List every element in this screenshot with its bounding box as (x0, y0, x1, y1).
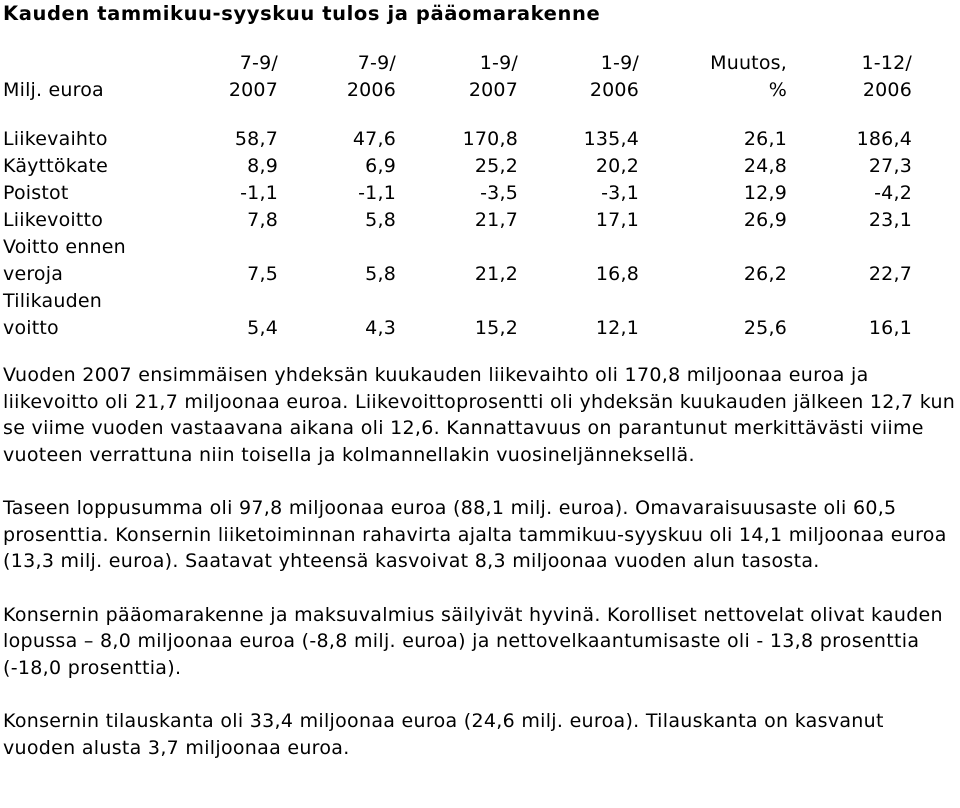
paragraph-capital-structure: Konsernin pääomarakenne ja maksuvalmius säilyivät hyvinä. Korolliset nettovelat olivat kauden lopussa – 8,0 miljoonaa euroa (-8,8 milj. euroa) ja nettovelkaantumisaste oli - 13,8 prosenttia (-18,0 prosenttia). (3, 603, 943, 679)
table-cell: 6,9 (365, 155, 396, 177)
table-cell: 8,9 (247, 155, 278, 177)
table-cell: 170,8 (462, 128, 518, 150)
body-text (3, 362, 958, 788)
table-cell: 5,4 (247, 317, 278, 339)
table-cell: 23,1 (868, 209, 912, 231)
paragraph-revenue: Vuoden 2007 ensimmäisen yhdeksän kuukauden liikevaihto oli 170,8 miljoonaa euroa ja liikevoitto oli 21,7 miljoonaa euroa. Liikevoittoprosentti oli yhdeksän kuukauden jälkeen 12,7 kun se viime vuoden vastaavana aikana oli 12,6. Kannattavuus on parantunut merkittävästi viime vuoteen verrattuna niin toisella ja kolmannellakin vuosineljänneksellä. (3, 364, 956, 466)
header-change: Muutos, % (710, 52, 787, 101)
table-cell: 17,1 (595, 209, 639, 231)
row-label: Tilikauden voitto (3, 290, 103, 339)
row-label: Voitto ennen veroja (3, 236, 126, 285)
header-unit: Milj. euroa (3, 79, 104, 101)
table-cell: 21,2 (474, 263, 518, 285)
table-row (3, 126, 912, 153)
table-cell: 5,8 (365, 263, 396, 285)
table-row (3, 207, 912, 234)
table-cell: -1,1 (358, 182, 396, 204)
table-cell: -4,2 (874, 182, 912, 204)
header-q3-2006: 7-9/ 2006 (346, 52, 396, 101)
table-cell: 26,9 (743, 209, 787, 231)
table-cell: 4,3 (365, 317, 396, 339)
section-title: Kauden tammikuu-syyskuu tulos ja pääomarakenne (3, 2, 601, 25)
table-cell: 7,8 (247, 209, 278, 231)
table-cell: 58,7 (234, 128, 278, 150)
header-ytd-2007: 1-9/ 2007 (468, 52, 518, 101)
header-q3-2007: 7-9/ 2007 (228, 52, 278, 101)
table-cell: 186,4 (856, 128, 912, 150)
table-cell: 24,8 (743, 155, 787, 177)
table-cell: 47,6 (352, 128, 396, 150)
table-cell: -1,1 (240, 182, 278, 204)
row-label: Käyttökate (3, 155, 108, 177)
results-table (3, 50, 912, 342)
table-row (3, 288, 912, 342)
table-spacer (3, 104, 912, 126)
table-cell: 27,3 (868, 155, 912, 177)
table-cell: 25,2 (474, 155, 518, 177)
table-cell: 26,1 (743, 128, 787, 150)
table-cell: 12,9 (743, 182, 787, 204)
table-header-row (3, 50, 912, 104)
row-label: Liikevaihto (3, 128, 108, 150)
table-cell: -3,5 (480, 182, 518, 204)
table-cell: 16,1 (868, 317, 912, 339)
table-cell: 25,6 (743, 317, 787, 339)
table-cell: 21,7 (474, 209, 518, 231)
paragraph-balance-sheet: Taseen loppusumma oli 97,8 miljoonaa euroa (88,1 milj. euroa). Omavaraisuusaste oli 60,5 prosenttia. Konsernin liiketoiminnan rahavirta ajalta tammikuu-syyskuu oli 14,1 miljoonaa euroa (13,3 milj. euroa). Saatavat yhteensä kasvoivat 8,3 miljoonaa vuoden alun tasosta. (3, 497, 947, 572)
table-cell: 5,8 (365, 209, 396, 231)
table-cell: 22,7 (868, 263, 912, 285)
row-label: Poistot (3, 182, 69, 204)
table-cell: 26,2 (743, 263, 787, 285)
table-cell: 16,8 (595, 263, 639, 285)
table-cell: 15,2 (474, 317, 518, 339)
table-row (3, 234, 912, 288)
paragraph-order-backlog: Konsernin tilauskanta oli 33,4 miljoonaa euroa (24,6 milj. euroa). Tilauskanta on kasvanut vuoden alusta 3,7 miljoonaa euroa. (3, 710, 884, 759)
table-row (3, 180, 912, 207)
table-cell: -3,1 (601, 182, 639, 204)
table-row (3, 153, 912, 180)
table-cell: 20,2 (595, 155, 639, 177)
table-cell: 7,5 (247, 263, 278, 285)
header-fy-2006: 1-12/ 2006 (861, 52, 912, 101)
row-label: Liikevoitto (3, 209, 104, 231)
header-ytd-2006: 1-9/ 2006 (589, 52, 639, 101)
table-cell: 12,1 (595, 317, 639, 339)
table-cell: 135,4 (583, 128, 639, 150)
